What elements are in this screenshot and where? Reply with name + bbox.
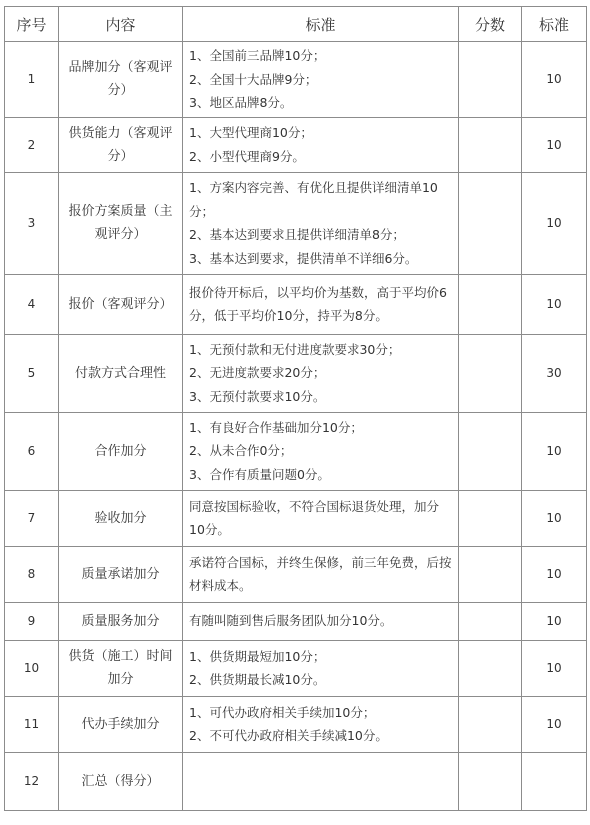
row-standard: [183, 546, 459, 602]
standard-line: 2、小型代理商9分。: [189, 148, 305, 164]
row-max: 30: [522, 334, 587, 412]
row-number: 6: [5, 412, 59, 490]
standard-line: 1、可代办政府相关手续加10分；: [189, 704, 376, 720]
row-max: 10: [522, 274, 587, 334]
row-max: 10: [522, 42, 587, 118]
row-score: [459, 546, 522, 602]
standard-line: 3、地区品牌8分。: [189, 95, 293, 110]
row-number: 12: [5, 752, 59, 810]
row-item: 合作加分: [59, 412, 183, 490]
row-standard: [183, 602, 459, 640]
row-standard: [183, 412, 459, 490]
row-number: 8: [5, 546, 59, 602]
row-standard: [183, 117, 459, 172]
row-score: [459, 274, 522, 334]
header-max: 标准: [522, 7, 587, 42]
row-item: 供货（施工）时间加分: [59, 640, 183, 696]
row-standard: [183, 490, 459, 546]
scoring-table: [4, 6, 587, 811]
row-max: 10: [522, 412, 587, 490]
table-row: [5, 42, 587, 118]
row-item: 供货能力（客观评分）: [59, 117, 183, 172]
row-score: [459, 602, 522, 640]
standard-line: 3、基本达到要求，提供清单不详细6分。: [189, 250, 418, 266]
row-score: [459, 334, 522, 412]
table-row: [5, 546, 587, 602]
row-item: 质量服务加分: [59, 602, 183, 640]
row-item: 质量承诺加分: [59, 546, 183, 602]
standard-line: 2、供货期最长减10分。: [189, 672, 326, 687]
table-row: [5, 172, 587, 274]
header-standard: 标准: [183, 7, 459, 42]
standard-line: 2、不可代办政府相关手续减10分。: [189, 728, 388, 743]
standard-line: 1、有良好合作基础加分10分；: [189, 419, 363, 435]
row-standard: [183, 696, 459, 752]
header-no: 序号: [5, 7, 59, 42]
standard-line: 1、方案内容完善、有优化且提供详细清单10分；: [189, 180, 438, 219]
row-number: 9: [5, 602, 59, 640]
row-item: 汇总（得分）: [59, 752, 183, 810]
row-score: [459, 117, 522, 172]
row-max: 10: [522, 696, 587, 752]
table-row: [5, 602, 587, 640]
row-number: 1: [5, 42, 59, 118]
standard-line: 报价待开标后，以平均价为基数，高于平均价6分，低于平均价10分，持平为8分。: [189, 284, 447, 323]
row-item: 验收加分: [59, 490, 183, 546]
row-max: 10: [522, 117, 587, 172]
row-score: [459, 412, 522, 490]
row-max: [522, 752, 587, 810]
header-score: 分数: [459, 7, 522, 42]
row-number: 10: [5, 640, 59, 696]
standard-line: 2、全国十大品牌9分；: [189, 71, 318, 87]
row-max: 10: [522, 602, 587, 640]
standard-line: 1、全国前三品牌10分；: [189, 48, 326, 63]
header-row: [5, 7, 587, 42]
standard-line: 3、无预付款要求10分。: [189, 388, 326, 404]
standard-line: 承诺符合国标，并终生保修，前三年免费，后按材料成本。: [189, 554, 452, 593]
standard-line: 2、无进度款要求20分；: [189, 365, 326, 381]
row-number: 11: [5, 696, 59, 752]
row-item: 品牌加分（客观评分）: [59, 42, 183, 118]
table-row: [5, 640, 587, 696]
row-score: [459, 42, 522, 118]
table-row: [5, 696, 587, 752]
row-item: 报价（客观评分）: [59, 274, 183, 334]
row-score: [459, 696, 522, 752]
standard-line: 1、无预付款和无付进度款要求30分；: [189, 341, 401, 357]
row-max: 10: [522, 546, 587, 602]
row-score: [459, 172, 522, 274]
standard-line: 1、大型代理商10分；: [189, 125, 313, 140]
row-standard: [183, 752, 459, 810]
row-number: 7: [5, 490, 59, 546]
table-row: [5, 490, 587, 546]
table-row: [5, 334, 587, 412]
standard-line: 有随叫随到售后服务团队加分10分。: [189, 613, 393, 629]
row-max: 10: [522, 172, 587, 274]
standard-line: 2、基本达到要求且提供详细清单8分；: [189, 227, 405, 242]
row-max: 10: [522, 490, 587, 546]
row-standard: [183, 274, 459, 334]
row-number: 2: [5, 117, 59, 172]
row-standard: [183, 334, 459, 412]
header-item: 内容: [59, 7, 183, 42]
row-item: 付款方式合理性: [59, 334, 183, 412]
standard-line: 2、从未合作0分；: [189, 443, 293, 459]
row-max: 10: [522, 640, 587, 696]
row-number: 5: [5, 334, 59, 412]
row-item: 报价方案质量（主观评分）: [59, 172, 183, 274]
table-row: [5, 752, 587, 810]
table-row: [5, 117, 587, 172]
row-score: [459, 752, 522, 810]
standard-line: 1、供货期最短加10分；: [189, 648, 326, 664]
standard-line: 同意按国标验收，不符合国标退货处理，加分10分。: [189, 498, 440, 537]
row-score: [459, 640, 522, 696]
row-number: 4: [5, 274, 59, 334]
table-row: [5, 412, 587, 490]
row-score: [459, 490, 522, 546]
row-item: 代办手续加分: [59, 696, 183, 752]
standard-line: 3、合作有质量问题0分。: [189, 466, 330, 482]
table-row: [5, 274, 587, 334]
row-standard: [183, 42, 459, 118]
row-standard: [183, 172, 459, 274]
row-number: 3: [5, 172, 59, 274]
row-standard: [183, 640, 459, 696]
